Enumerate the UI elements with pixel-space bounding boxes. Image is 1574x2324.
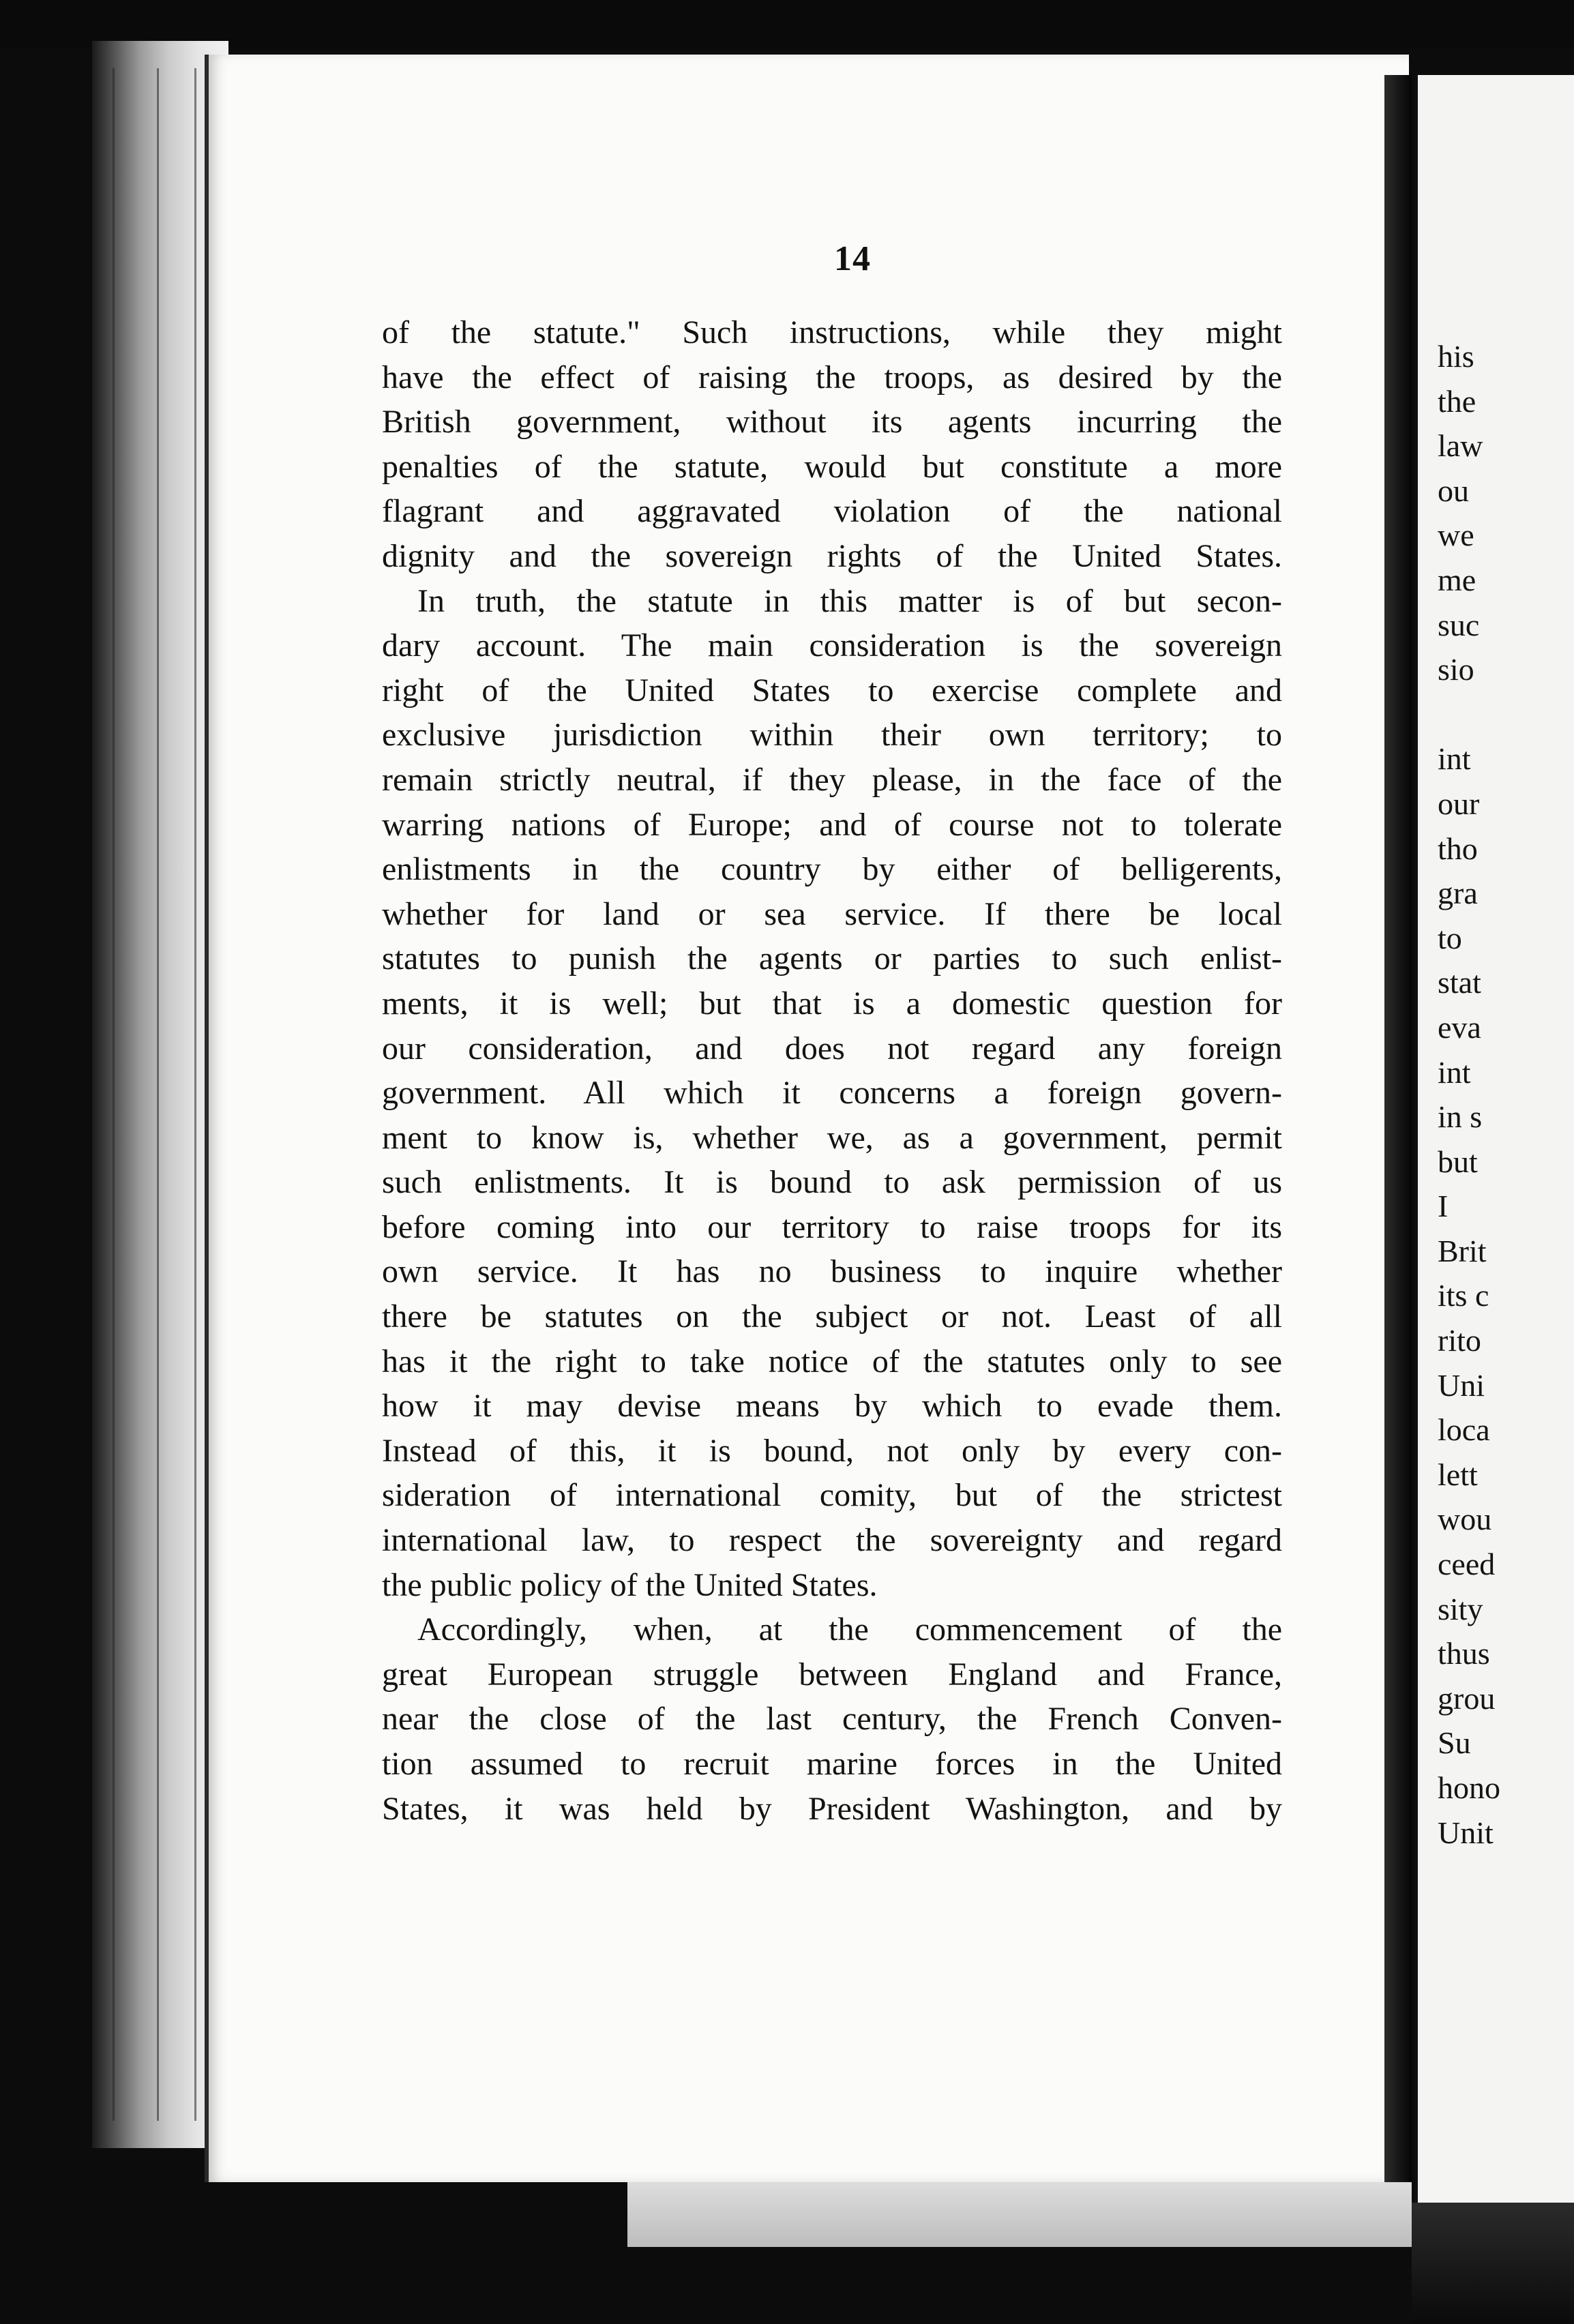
facing-page-line: sio xyxy=(1438,652,1474,687)
text-line: States, it was held by President Washington, and by xyxy=(382,1790,1282,1827)
page-number: 14 xyxy=(834,239,871,278)
binding-edge-line xyxy=(194,68,196,2121)
facing-page-line: I xyxy=(1438,1189,1449,1224)
facing-page-text xyxy=(1438,334,1574,1855)
text-line: sideration of international comity, but of the strictest xyxy=(382,1477,1282,1514)
facing-page-line: wou xyxy=(1438,1502,1492,1537)
text-line: exclusive jurisdiction within their own territory; to xyxy=(382,717,1282,754)
scan-top-edge xyxy=(0,0,1574,48)
text-line: Accordingly, when, at the commencement of the xyxy=(417,1611,1282,1648)
scan-bottom-corner xyxy=(1412,2203,1574,2324)
text-line: whether for land or sea service. If there be local xyxy=(382,895,1282,932)
facing-page-line: Uni xyxy=(1438,1367,1485,1403)
text-line: remain strictly neutral, if they please, in the face of the xyxy=(382,761,1282,798)
facing-page-line: Su xyxy=(1438,1725,1471,1761)
facing-page-line: stat xyxy=(1438,965,1481,1000)
text-line: have the effect of raising the troops, as desired by the xyxy=(382,359,1282,396)
text-line: dignity and the sovereign rights of the United States. xyxy=(382,537,1282,574)
text-line: international law, to respect the sovereignty and regard xyxy=(382,1522,1282,1559)
text-line: of the statute." Such instructions, while they might xyxy=(382,314,1282,351)
text-line: how it may devise means by which to evade them. xyxy=(382,1388,1282,1425)
facing-page-line: lett xyxy=(1438,1457,1478,1492)
facing-page-line: Unit xyxy=(1438,1815,1494,1850)
facing-page-line: suc xyxy=(1438,607,1480,642)
text-line: penalties of the statute, would but constitute a more xyxy=(382,448,1282,485)
binding-edge-line xyxy=(113,68,115,2121)
text-line: there be statutes on the subject or not. Least of all xyxy=(382,1298,1282,1335)
page-bottom-edge xyxy=(627,2182,1412,2247)
text-line: statutes to punish the agents or parties to such enlist- xyxy=(382,940,1282,977)
page-text-block xyxy=(382,310,1282,1831)
text-line: ments, it is well; but that is a domestic question for xyxy=(382,985,1282,1022)
text-line: own service. It has no business to inquire whether xyxy=(382,1253,1282,1290)
facing-page-line: gra xyxy=(1438,876,1478,911)
facing-page-line: loca xyxy=(1438,1412,1490,1448)
facing-page-line: its c xyxy=(1438,1278,1489,1313)
text-line: has it the right to take notice of the statutes only to see xyxy=(382,1343,1282,1380)
facing-page-line: thus xyxy=(1438,1636,1490,1671)
facing-page-line: our xyxy=(1438,786,1480,821)
text-line: enlistments in the country by either of belligerents, xyxy=(382,851,1282,888)
text-line: the public policy of the United States. xyxy=(382,1566,878,1603)
text-line: ment to know is, whether we, as a government, permit xyxy=(382,1119,1282,1156)
text-line: dary account. The main consideration is the sovereign xyxy=(382,627,1282,664)
facing-page-line: to xyxy=(1438,920,1462,955)
facing-page-line: law xyxy=(1438,428,1483,464)
facing-page-line: ou xyxy=(1438,473,1469,508)
facing-page-line: tho xyxy=(1438,831,1478,866)
text-line: tion assumed to recruit marine forces in the United xyxy=(382,1746,1282,1782)
text-line: flagrant and aggravated violation of the national xyxy=(382,493,1282,530)
facing-page-line: sity xyxy=(1438,1591,1483,1626)
facing-page-line xyxy=(1438,692,1574,737)
facing-page-line: ceed xyxy=(1438,1547,1496,1582)
binding-edge-line xyxy=(157,68,159,2121)
facing-page-line: in s xyxy=(1438,1099,1483,1135)
facing-page-line: rito xyxy=(1438,1323,1481,1358)
text-line: Instead of this, it is bound, not only by every con- xyxy=(382,1432,1282,1469)
facing-page-line: me xyxy=(1438,562,1476,597)
facing-page-line: but xyxy=(1438,1144,1478,1179)
text-line: great European struggle between England and France, xyxy=(382,1656,1282,1693)
text-line: warring nations of Europe; and of course not to tolerate xyxy=(382,806,1282,843)
facing-page-line: grou xyxy=(1438,1680,1496,1716)
facing-page-line: hono xyxy=(1438,1770,1500,1805)
text-line: government. All which it concerns a foreign govern- xyxy=(382,1075,1282,1112)
facing-page-line: Brit xyxy=(1438,1233,1487,1268)
text-line: British government, without its agents incurring the xyxy=(382,404,1282,441)
text-line: such enlistments. It is bound to ask permission of us xyxy=(382,1164,1282,1201)
facing-page-line: his xyxy=(1438,339,1474,374)
facing-page-line: we xyxy=(1438,518,1474,553)
facing-page-line: eva xyxy=(1438,1009,1481,1045)
text-line: near the close of the last century, the French Conven- xyxy=(382,1701,1282,1738)
facing-page-line: int xyxy=(1438,1054,1471,1090)
text-line: before coming into our territory to raise troops for its xyxy=(382,1208,1282,1245)
page-gutter-shadow xyxy=(1384,75,1412,2189)
text-line: right of the United States to exercise complete and xyxy=(382,672,1282,709)
text-line: our consideration, and does not regard any foreign xyxy=(382,1030,1282,1067)
facing-page-line: int xyxy=(1438,741,1471,777)
text-line: In truth, the statute in this matter is of but secon- xyxy=(417,582,1282,619)
facing-page-line: the xyxy=(1438,383,1476,419)
